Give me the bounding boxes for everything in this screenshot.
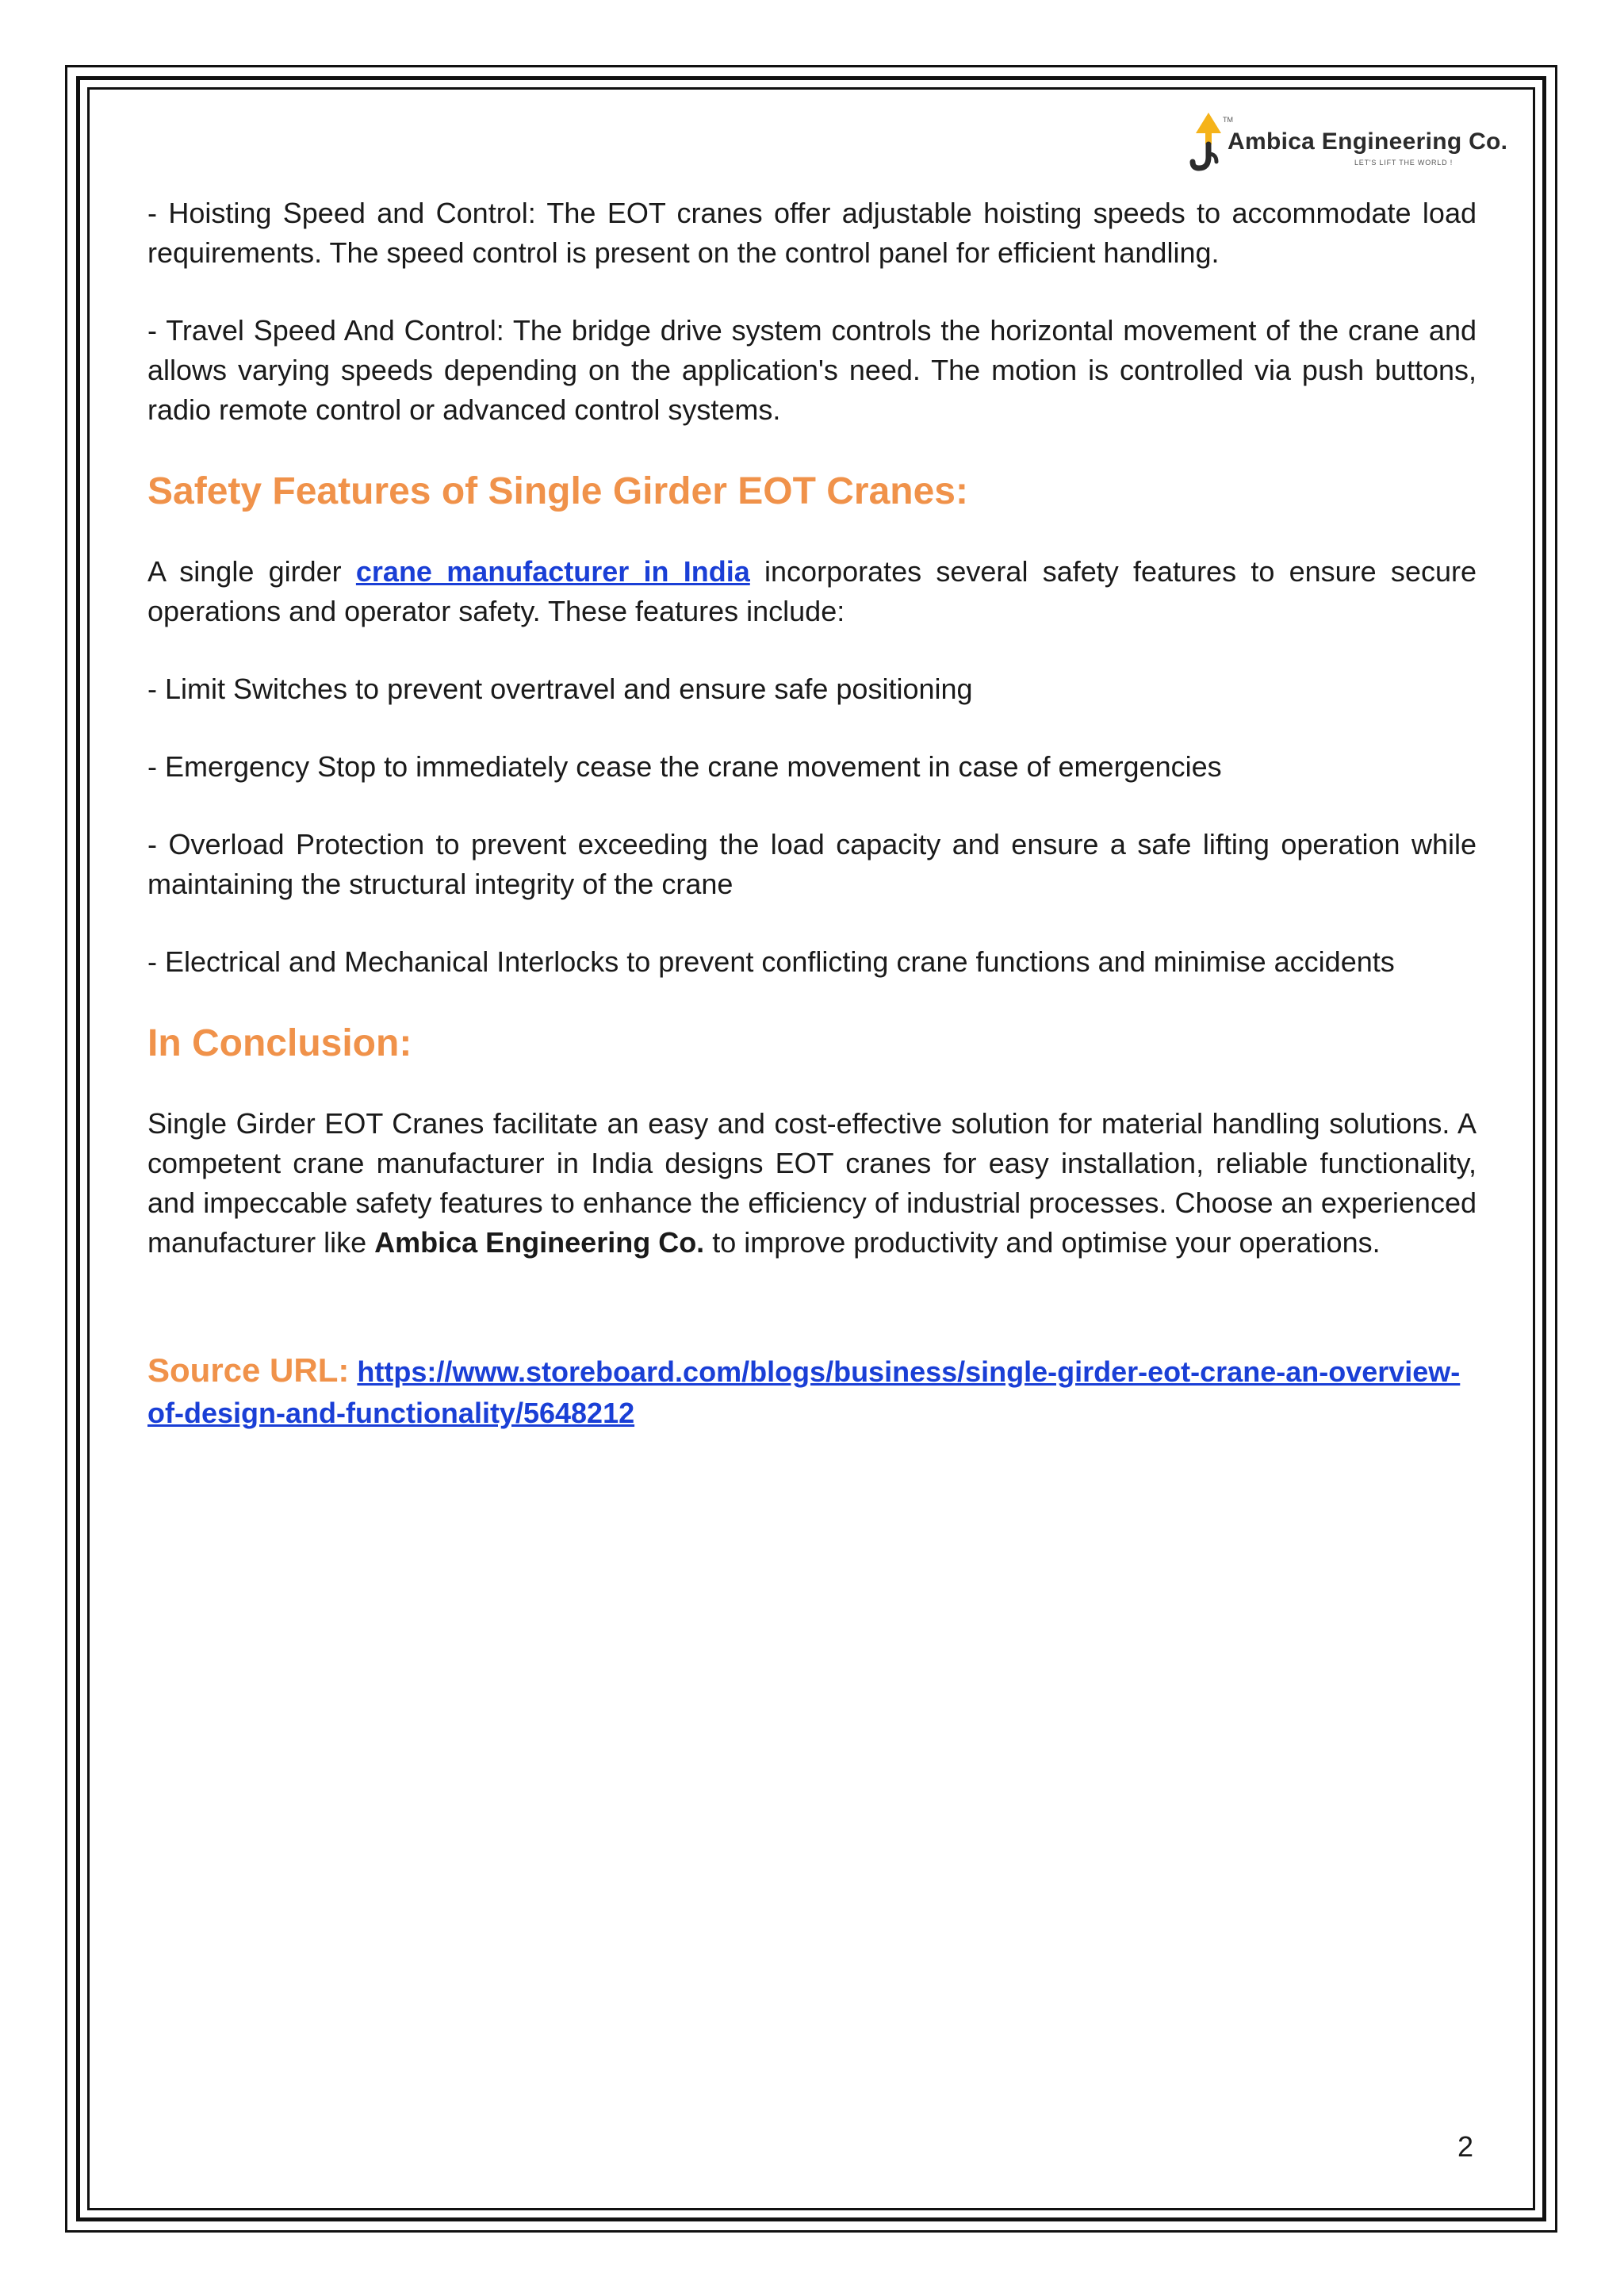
page-number: 2 bbox=[1457, 2130, 1474, 2163]
travel-paragraph: - Travel Speed And Control: The bridge drive system controls the horizontal movement of the crane and allows varying speeds depending on the application's need. The motion is controlled via push buttons, radio remote control or advanced control systems. bbox=[147, 314, 1477, 426]
safety-item-limit-switches: - Limit Switches to prevent overtravel and ensure safe positioning bbox=[147, 673, 973, 705]
logo-tagline: LET'S LIFT THE WORLD ! bbox=[1354, 159, 1454, 167]
safety-heading: Safety Features of Single Girder EOT Cranes: bbox=[147, 470, 968, 512]
company-name-bold: Ambica Engineering Co. bbox=[374, 1226, 705, 1259]
source-url-block bbox=[147, 1350, 1477, 1434]
conclusion-heading: In Conclusion: bbox=[147, 1022, 412, 1064]
safety-intro-before: A single girder bbox=[147, 555, 356, 588]
company-logo bbox=[1189, 109, 1508, 181]
safety-item-interlocks: - Electrical and Mechanical Interlocks to prevent conflicting crane functions and minimise accidents bbox=[147, 945, 1395, 978]
logo-company-name: Ambica Engineering Co. bbox=[1228, 128, 1508, 155]
source-url-link[interactable]: https://www.storeboard.com/blogs/business/single-girder-eot-crane-an-overview-of-design-and-functionality/5648212 bbox=[147, 1355, 1461, 1429]
conclusion-text-before: Single Girder EOT Cranes facilitate an easy and cost-effective solution for material handling solutions. A competent crane manufacturer in India designs EOT cranes for easy installation, reliable functionality, and impeccable safety features to enhance the efficiency of industrial processes. Choose an experienced manufacturer like bbox=[147, 1107, 1477, 1259]
crane-manufacturer-link[interactable]: crane manufacturer in India bbox=[355, 555, 750, 588]
safety-item-overload-protection: - Overload Protection to prevent exceeding the load capacity and ensure a safe lifting operation while maintaining the structural integrity of the crane bbox=[147, 828, 1477, 900]
safety-intro-after: incorporates several safety features to ensure secure operations and operator safety. These features include: bbox=[147, 555, 1477, 627]
conclusion-text-after: to improve productivity and optimise your operations. bbox=[704, 1226, 1381, 1259]
crane-hook-icon bbox=[1189, 109, 1228, 181]
hoisting-paragraph: - Hoisting Speed and Control: The EOT cranes offer adjustable hoisting speeds to accommodate load requirements. The speed control is present on the control panel for efficient handling. bbox=[147, 197, 1477, 269]
source-url-label: Source URL: bbox=[147, 1351, 350, 1389]
document-body bbox=[147, 194, 1477, 1434]
conclusion-paragraph bbox=[147, 1104, 1477, 1263]
logo-trademark: TM bbox=[1223, 116, 1233, 124]
safety-intro-paragraph bbox=[147, 552, 1477, 631]
safety-item-emergency-stop: - Emergency Stop to immediately cease the crane movement in case of emergencies bbox=[147, 750, 1222, 783]
